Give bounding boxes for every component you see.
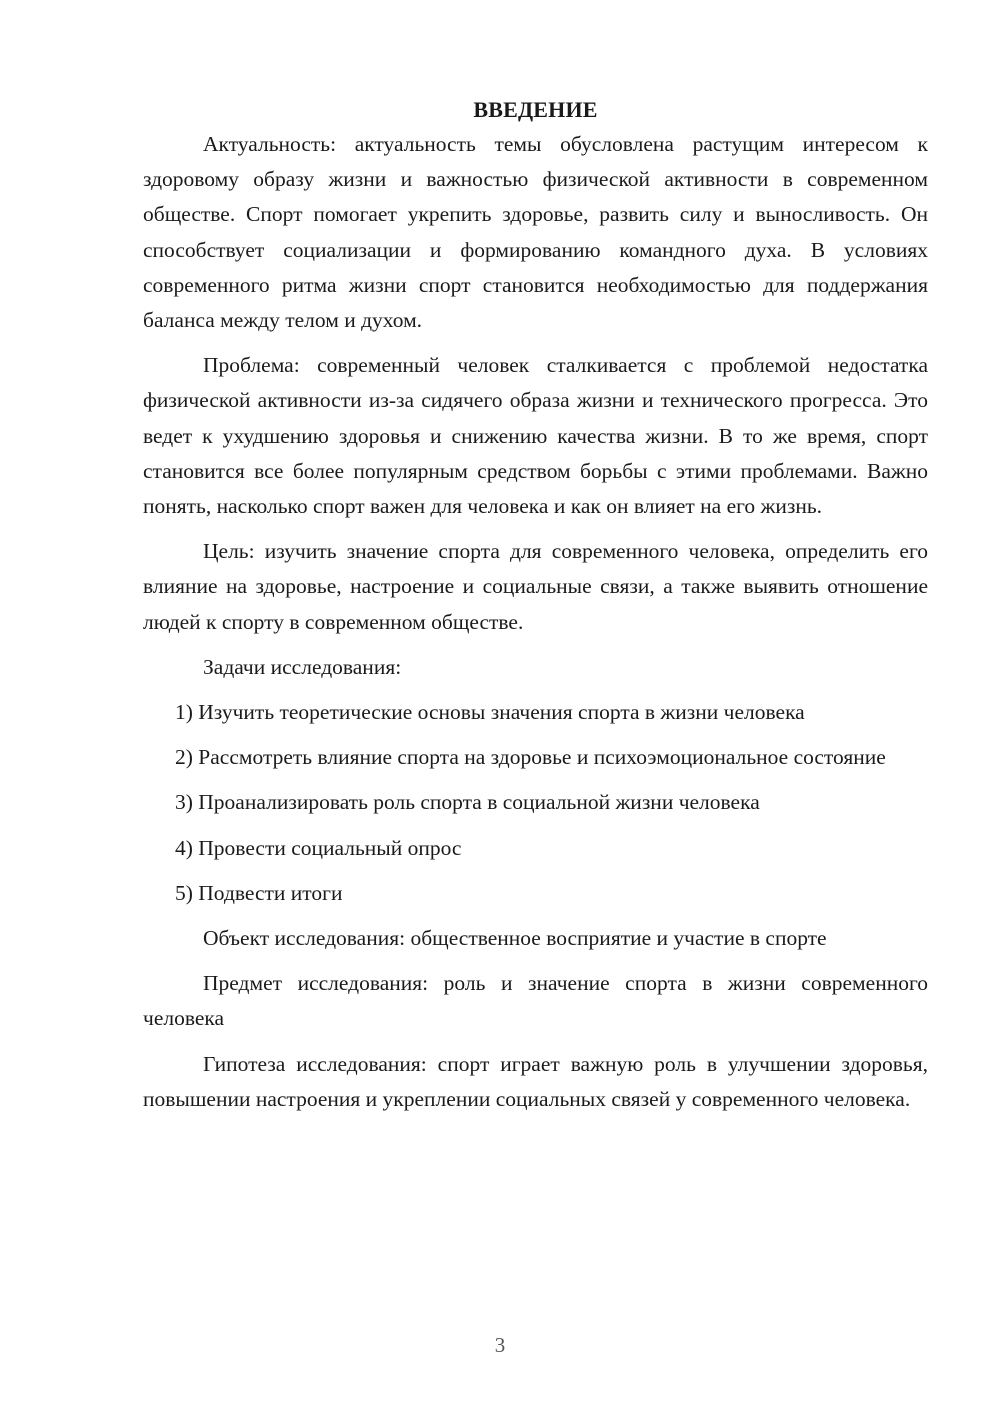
task-item-1: 1) Изучить теоретические основы значения спорта в жизни человека (175, 700, 805, 725)
object-paragraph: Объект исследования: общественное восприятие и участие в спорте (203, 926, 827, 951)
tasks-heading: Задачи исследования: (203, 654, 402, 679)
subject-paragraph: Предмет исследования: роль и значение спорта в жизни современного человека (143, 971, 928, 1031)
task-item-4: 4) Провести социальный опрос (175, 835, 462, 860)
task-item-2: 2) Рассмотреть влияние спорта на здоровье и психоэмоциональное состояние (175, 745, 886, 770)
page-number: 3 (494, 1333, 506, 1357)
task-item-3: 3) Проанализировать роль спорта в социальной жизни человека (175, 790, 760, 815)
hypothesis-paragraph: Гипотеза исследования: спорт играет важную роль в улучшении здоровья, повышении настроения и укреплении социальных связей у современного человека. (143, 1051, 928, 1111)
goal-paragraph: Цель: изучить значение спорта для современного человека, определить его влияние на здоровье, настроение и социальные связи, а также выявить отношение людей к спорту в современном обществе. (143, 539, 928, 634)
section-title: ВВЕДЕНИЕ (473, 97, 598, 122)
relevance-paragraph: Актуальность: актуальность темы обусловлена растущим интересом к здоровому образу жизни и важностью физической активности в современном обществе. Спорт помогает укрепить здоровье, развить силу и выносливость. Он способствует социализации и формированию командного духа. В условиях современного ритма жизни спорт становится необходимостью для поддержания баланса между телом и духом. (143, 132, 928, 333)
problem-paragraph: Проблема: современный человек сталкивается с проблемой недостатка физической активности из-за сидячего образа жизни и технического прогресса. Это ведет к ухудшению здоровья и снижению качества жизни. В то же время, спорт становится все более популярным средством борьбы с этими проблемами. Важно понять, насколько спорт важен для человека и как он влияет на его жизнь. (143, 353, 928, 519)
task-item-5: 5) Подвести итоги (175, 880, 343, 905)
page-content (143, 92, 928, 1127)
